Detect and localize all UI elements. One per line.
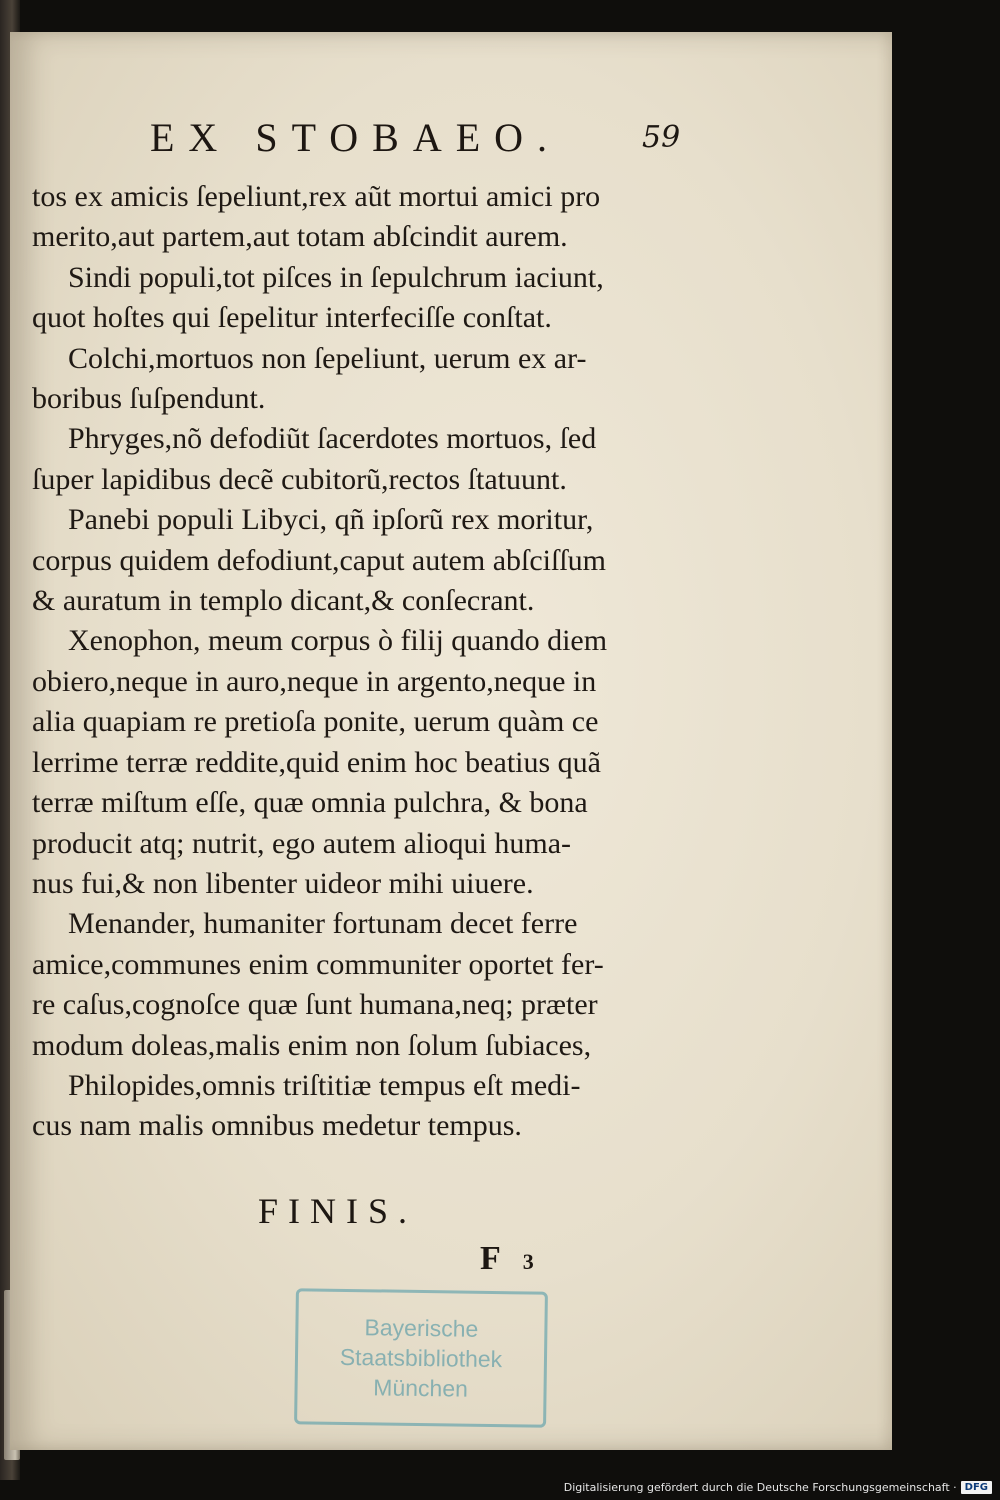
book-page bbox=[10, 32, 892, 1450]
text-line: re caſus,cognoſce quæ ſunt humana,neq; præter bbox=[32, 988, 598, 1022]
finis-label: FINIS. bbox=[258, 1191, 418, 1231]
digitization-footer bbox=[564, 1481, 992, 1494]
page-header bbox=[150, 114, 730, 170]
text-line: Panebi populi Libyci, qñ ipſorũ rex moritur, bbox=[68, 503, 594, 537]
footer-credit: Digitalisierung gefördert durch die Deutsche Forschungsgemeinschaft · bbox=[563, 1481, 957, 1494]
text-line: corpus quidem defodiunt,caput autem abſciſſum bbox=[32, 543, 607, 577]
text-line: cus nam malis omnibus medetur tempus. bbox=[32, 1109, 522, 1143]
text-line: Menander, humaniter fortunam decet ferre bbox=[68, 907, 578, 941]
page-number: 59 bbox=[642, 120, 681, 155]
text-line: quot hoſtes qui ſepelitur interfeciſſe conſtat. bbox=[32, 301, 552, 335]
text-line: merito,aut partem,aut totam abſcindit aurem. bbox=[32, 220, 568, 254]
dfg-logo: DFG bbox=[961, 1481, 992, 1494]
text-line: Sindi populi,tot piſces in ſepulchrum iaciunt, bbox=[68, 260, 604, 294]
text-line: Phryges,nõ defodiũt ſacerdotes mortuos, ſed bbox=[68, 422, 597, 456]
text-line: amice,communes enim communiter oportet fer- bbox=[32, 947, 604, 981]
text-line: terræ miſtum eſſe, quæ omnia pulchra, & bona bbox=[32, 786, 588, 820]
body-text bbox=[32, 177, 692, 1147]
text-line: Colchi,mortuos non ſepeliunt, uerum ex ar- bbox=[68, 341, 587, 375]
signature-mark bbox=[480, 1240, 534, 1278]
signature-number: 3 bbox=[522, 1249, 534, 1274]
text-line: ſuper lapidibus decẽ cubitorũ,rectos ſtatuunt. bbox=[32, 462, 567, 496]
text-line: obiero,neque in auro,neque in argento,neque in bbox=[32, 664, 597, 698]
text-line: boribus ſuſpendunt. bbox=[32, 382, 266, 416]
text-line: Philopides,omnis triſtitiæ tempus eſt medi- bbox=[68, 1068, 581, 1102]
text-line: Xenophon, meum corpus ò filij quando diem bbox=[68, 624, 608, 658]
stamp-line: München bbox=[373, 1374, 469, 1402]
stamp-line: Bayerische bbox=[364, 1314, 479, 1342]
text-line: alia quapiam re pretioſa ponite, uerum quàm ce bbox=[32, 705, 599, 739]
running-head: EX STOBAEO. bbox=[150, 115, 562, 160]
signature-letter: F bbox=[480, 1240, 501, 1277]
text-line: nus fui,& non libenter uideor mihi uiuere. bbox=[32, 866, 534, 900]
library-stamp bbox=[294, 1288, 548, 1428]
text-line: & auratum in templo dicant,& conſecrant. bbox=[32, 584, 535, 618]
text-line: producit atq; nutrit, ego autem alioqui huma- bbox=[32, 826, 572, 860]
stamp-line: Staatsbibliothek bbox=[339, 1343, 503, 1373]
text-line: tos ex amicis ſepeliunt,rex aũt mortui amici pro bbox=[32, 180, 601, 213]
text-line: modum doleas,malis enim non ſolum ſubiaces, bbox=[32, 1028, 592, 1062]
text-line: lerrime terræ reddite,quid enim hoc beatius quã bbox=[32, 745, 601, 779]
